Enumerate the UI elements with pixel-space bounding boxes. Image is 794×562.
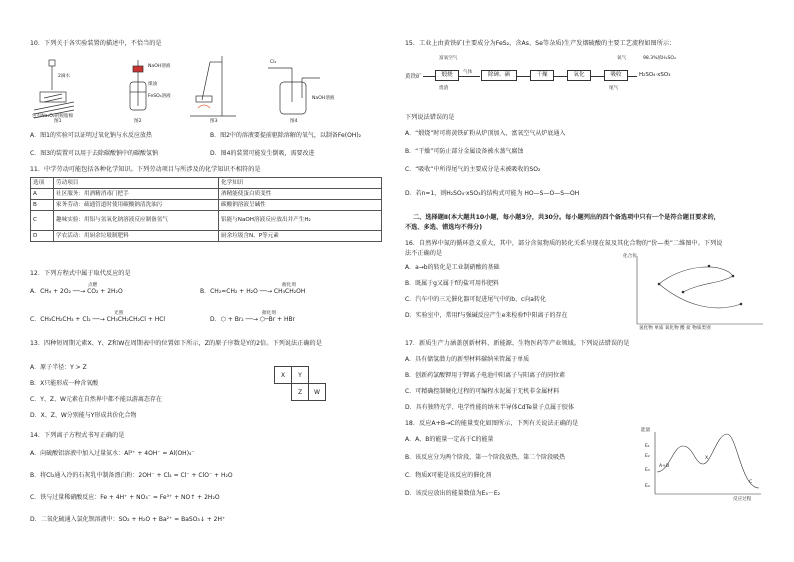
fig2-caption: 图2 bbox=[134, 119, 142, 124]
fig2-oil-label: 煤油 bbox=[148, 82, 158, 87]
section2-heading-cont: 不选、多选、错选均不得分) bbox=[405, 224, 483, 231]
q12-option-a-condition: 点燃 bbox=[88, 283, 98, 288]
table-cell: 学农活动：用厨余垃圾制肥料 bbox=[54, 231, 219, 242]
q16-option-d: D．实验室中，常用f与强碱反应产生e来检验f中阳离子的存在 bbox=[405, 312, 568, 319]
q16-option-a: A．a→b的转化是工业制硝酸的基础 bbox=[405, 264, 500, 271]
flow-gas-label: 气体 bbox=[463, 70, 473, 75]
fig3-caption: 图3 bbox=[210, 119, 218, 124]
fig1-caption: 图1 bbox=[54, 119, 62, 124]
q18-e2-label: E₂ bbox=[645, 454, 650, 459]
grid-cell: W bbox=[309, 384, 326, 401]
q13-option-a: A．原子半径：Y > Z bbox=[30, 364, 87, 371]
flow-arrow bbox=[590, 76, 604, 77]
q10-figures bbox=[30, 52, 386, 124]
table-header-cell: 化学知识 bbox=[219, 178, 382, 189]
q18-e1-label: E₁ bbox=[645, 444, 650, 449]
fig3-drawing bbox=[190, 56, 236, 116]
q14-option-d: D．二氧化硫通入氯化钡溶液中：SO₂ + H₂O + Ba²⁺ = BaSO₃↓ + 2H⁺ bbox=[30, 516, 226, 523]
q14-option-a: A．向硫酸铝溶液中加入过量氨水：Al³⁺ + 4OH⁻ = Al(OH)₄⁻ bbox=[30, 450, 195, 457]
q12-option-d-condition: 催化剂 bbox=[262, 311, 276, 316]
flow-label-acid: 98.3%浓H₂SO₄ bbox=[643, 56, 676, 61]
q17-option-d: D．具有独特光学、电学性能的纳米半导体CdTe量子点属于胶体 bbox=[405, 404, 574, 411]
flow-label-slag: 烧渣 bbox=[439, 86, 449, 91]
table-row bbox=[31, 189, 382, 200]
fig2-naoh-label: NaOH溶液 bbox=[148, 64, 171, 69]
q16-option-c: C．汽车中的三元催化器可促进尾气中的b、c向a转化 bbox=[405, 296, 546, 303]
q12-option-b-condition: 催化剂 bbox=[282, 283, 296, 288]
q17-option-b: B．创新药氯酸钾用于钾离子电池中阳离子与阳离子的同位素 bbox=[405, 372, 566, 379]
grid-cell bbox=[309, 367, 326, 384]
q10-apparatus-diagram bbox=[30, 52, 386, 124]
fig2-feso4-label: FeSO₄溶液 bbox=[148, 94, 171, 99]
q15-option-c: C．“吸收”中所得尾气的主要成分是未被吸收的SO₂ bbox=[405, 166, 541, 173]
q18-title: 18．反应A+B→C的能量变化如图所示，下列有关说法正确的是 bbox=[405, 420, 579, 427]
section2-heading: 二、选择题Ⅱ(本大题共10小题，每小题3分，共30分。每小题列出的四个备选项中只有一个是符合题目要求的， bbox=[413, 214, 720, 221]
flow-box-roast: 煅烧 bbox=[435, 70, 459, 81]
q16-y-label: 化合价 bbox=[623, 254, 637, 259]
table-header-cell: 劳动项目 bbox=[54, 178, 219, 189]
q17-option-a: A．具有储氢潜力的新型材料碳纳米管属于单质 bbox=[405, 356, 530, 363]
q13-periodic-grid bbox=[274, 366, 326, 401]
flow-box-absorb: 吸收 bbox=[604, 70, 628, 81]
fig2-drawing bbox=[130, 60, 146, 110]
table-cell: 社区服务：用酒精消毒门把手 bbox=[54, 189, 219, 200]
q17-title: 17．新质生产力涵盖创新材料、新能源、生物医药等产业领域。下列说法错误的是 bbox=[405, 340, 630, 347]
q12-option-c-condition: 光照 bbox=[114, 311, 124, 316]
q18-e4-label: E₄ bbox=[645, 484, 650, 489]
grid-cell: Y bbox=[292, 367, 309, 384]
fig1-label: 包有Na₂O₂的脱脂棉 bbox=[32, 114, 74, 119]
q18-x-point: X bbox=[705, 456, 709, 461]
q14-option-b: B．将Cl₂通入冷的石灰乳中制备漂白粉：2OH⁻ + Cl₂ = Cl⁻ + ClO⁻ + H₂O bbox=[30, 472, 233, 479]
fig1-water-label: 2滴水 bbox=[58, 74, 71, 79]
flow-box-remove-as-se: 除砷、硒 bbox=[481, 70, 517, 81]
table-cell: B bbox=[31, 200, 54, 211]
q16-x-label: 氢化物 单质 氧化物 酸 盐 物质类别 bbox=[639, 326, 711, 331]
table-header-row bbox=[31, 178, 382, 189]
q18-e3-label: E₃ bbox=[645, 468, 650, 473]
q10-title: 10．下列关于各实验装置的描述中，不恰当的是 bbox=[30, 40, 162, 47]
flow-arrow bbox=[553, 76, 567, 77]
flow-label-oxygen-air: 富氧空气 bbox=[439, 56, 458, 61]
q13-title: 13．四种短周期元素X、Y、Z和W在周期表中的位置如下所示，Z的原子序数是Y的2倍。下列说法正确的是 bbox=[30, 340, 322, 347]
flow-arrow bbox=[627, 76, 637, 77]
flow-box-dry: 干燥 bbox=[530, 70, 554, 81]
fig4-naoh-label: NaOH溶液 bbox=[312, 96, 335, 101]
q17-option-c: C．可精确控制硬化过程的可编程水泥属于无机非金属材料 bbox=[405, 388, 560, 395]
q16-chart-svg bbox=[623, 254, 769, 334]
q16-title-cont: 法不正确的是 bbox=[405, 250, 443, 257]
q12-option-d: D．⬡ + Br₂ ──→ ⬡─Br + HBr bbox=[210, 316, 296, 323]
flow-arrow bbox=[516, 76, 530, 77]
flow-arrow bbox=[458, 76, 480, 77]
q13-option-c: C．Y、Z、W元素在自然界中都不能以游离态存在 bbox=[30, 396, 162, 403]
q18-c-label: C bbox=[749, 480, 753, 485]
q15-flowchart bbox=[405, 54, 770, 102]
fig1-drawing bbox=[34, 60, 74, 118]
q12-option-b: B．CH₂=CH₂ + H₂O ──→ CH₃CH₂OH bbox=[200, 288, 306, 295]
q13-option-b: B．X只能形成一种含氧酸 bbox=[30, 380, 99, 387]
flow-product: H₂SO₄·xSO₃ bbox=[639, 72, 671, 78]
q16-option-b: B．既属于g又属于f的盐可用作肥料 bbox=[405, 280, 500, 287]
q18-option-a: A．A、B的能量一定高于C的能量 bbox=[405, 436, 494, 443]
flow-label-tail-gas: 尾气 bbox=[609, 86, 619, 91]
grid-cell: Z bbox=[292, 384, 309, 401]
flow-start: 黄铁矿 bbox=[405, 74, 422, 80]
q13-option-d: D．X、Z、W分别能与Y形成共价化合物 bbox=[30, 412, 137, 419]
fig4-caption: 图4 bbox=[290, 119, 298, 124]
table-cell: 家务劳动：疏通管道时使用碳酸钠清洗油污 bbox=[54, 200, 219, 211]
q10-option-c: C．图3的装置可以用于去除碳酸钠中的碳酸氢钠 bbox=[30, 150, 159, 157]
flow-arrow bbox=[423, 76, 435, 77]
table-cell: 厨余垃圾含N、P等元素 bbox=[219, 231, 382, 242]
q15-prompt: 下列说法错误的是 bbox=[405, 114, 455, 121]
q15-option-b: B．“干燥”可防止部分金属设备被水蒸气腐蚀 bbox=[405, 148, 524, 155]
fig4-cl2-label: Cl₂ bbox=[270, 60, 277, 65]
q18-ab-label: A+B bbox=[659, 464, 670, 469]
q14-option-c: C．铁与过量稀硝酸反应：Fe + 4H⁺ + NO₃⁻ = Fe³⁺ + NO↑ + 2H₂O bbox=[30, 494, 220, 501]
q18-y-label: 能量 bbox=[641, 428, 651, 433]
q15-option-a: A．“煅烧”时可将黄铁矿粉从炉顶加入，富氧空气从炉底通入 bbox=[405, 130, 566, 137]
q11-title: 11．中学劳动可能包括各种化学知识。下列劳动项目与所涉及的化学知识不相符的是 bbox=[30, 166, 261, 173]
table-row bbox=[31, 211, 382, 231]
table-cell: 趣味实验：用铝与氢氧化钠溶液反应制备氢气 bbox=[54, 211, 219, 231]
q18-x-label: 反应过程 bbox=[733, 497, 752, 502]
fig4-drawing bbox=[268, 68, 320, 114]
q18-option-c: C．物质X可能是该反应的催化剂 bbox=[405, 472, 492, 479]
q12-option-c: C．CH₃CH₂CH₃ + Cl₂ ──→ CH₃CH₂CH₂Cl + HCl bbox=[30, 316, 166, 323]
q18-option-b: B．该反应分为两个阶段，第一个阶段放热，第二个阶段吸热 bbox=[405, 454, 566, 461]
table-header-cell: 选项 bbox=[31, 178, 54, 189]
q16-value-class-chart bbox=[623, 254, 769, 334]
q18-energy-diagram bbox=[641, 428, 767, 504]
q14-title: 14．下列离子方程式书写正确的是 bbox=[30, 432, 125, 439]
grid-cell bbox=[275, 384, 292, 401]
q16-title: 16．自然界中氮的循环意义重大，其中，部分含氮物质的转化关系呈现在氮及其化合物的“价—类”二维图中。下列说 bbox=[405, 240, 723, 247]
table-cell: 铝能与NaOH溶液反应放出并产生H₂ bbox=[219, 211, 382, 231]
table-cell: C bbox=[31, 211, 54, 231]
q10-option-a: A．图1的实验可以证明过氧化钠与水反应放热 bbox=[30, 132, 152, 139]
table-cell: 碳酸钠溶液呈碱性 bbox=[219, 200, 382, 211]
q12-option-a: A．CH₄ + 2O₂ ──→ CO₂ + 2H₂O bbox=[30, 288, 123, 295]
q15-option-d: D．若n=1，则H₂SO₄·xSO₃的结构式可能为 HO—S—O—S—OH bbox=[405, 190, 580, 197]
grid-cell: X bbox=[275, 367, 292, 384]
q10-option-b: B．图2中的溶液要提前驱除溶解的氧气，以制备Fe(OH)₂ bbox=[210, 132, 362, 139]
table-cell: 酒精能使蛋白质变性 bbox=[219, 189, 382, 200]
flow-label-oxygen: 氧气 bbox=[617, 56, 627, 61]
table-cell: D bbox=[31, 231, 54, 242]
q10-option-d: D．图4的装置可能发生倒吸，需要改进 bbox=[210, 150, 315, 157]
q11-table bbox=[30, 177, 382, 242]
table-row bbox=[31, 200, 382, 211]
flow-box-oxidize: 氧化 bbox=[567, 70, 591, 81]
table-cell: A bbox=[31, 189, 54, 200]
q15-title: 15．工业上由黄铁矿(主要成分为FeS₂，含As、Se等杂质)生产发烟硫酸的主要工艺流程如图所示： bbox=[405, 40, 676, 47]
table-row bbox=[31, 231, 382, 242]
q12-title: 12．下列方程式中属于取代反应的是 bbox=[30, 270, 131, 277]
q18-option-d: D．该反应放出的能量数值为E₃－E₂ bbox=[405, 490, 501, 497]
